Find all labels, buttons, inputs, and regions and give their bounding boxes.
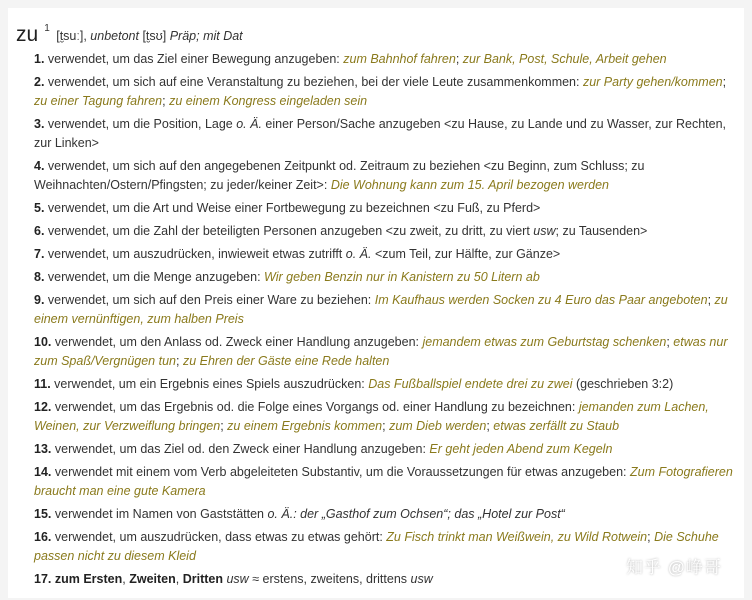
sense-14 bbox=[34, 463, 740, 501]
sense-number: 6. bbox=[34, 224, 45, 238]
sense-10 bbox=[34, 333, 740, 371]
example: zu einer Tagung fahren bbox=[34, 94, 163, 108]
example: Zum Fotografieren braucht man eine gute Kamera bbox=[34, 465, 733, 498]
sense-text: verwendet, um das Ziel einer Bewegung anzugeben: bbox=[47, 52, 344, 66]
example: zum Bahnhof fahren bbox=[343, 52, 456, 66]
sense-text: ≈ erstens, zweitens, drittens bbox=[248, 572, 411, 586]
example: jemandem etwas zum Geburtstag schenken bbox=[422, 335, 667, 349]
dictionary-card bbox=[8, 8, 744, 598]
example: zur Bank, Post, Schule, Arbeit gehen bbox=[462, 52, 667, 66]
sense-list bbox=[34, 50, 740, 593]
sense-number: 16. bbox=[34, 530, 52, 544]
sense-text: verwendet, um die Menge anzugeben: bbox=[47, 270, 265, 284]
example-names: : der „Gasthof zum Ochsen“; das „Hotel zur Post“ bbox=[293, 507, 565, 521]
homonym-number: 1 bbox=[44, 23, 50, 34]
sense-number: 10. bbox=[34, 335, 52, 349]
separator: ; bbox=[486, 419, 494, 433]
grammar-info: Präp; mit Dat bbox=[169, 29, 243, 43]
lemma: zu bbox=[16, 23, 39, 46]
pronunciation: [t̮suː], bbox=[56, 29, 87, 43]
separator: ; bbox=[722, 75, 727, 89]
example: zu einem vernünftigen, zum halben Preis bbox=[34, 293, 728, 326]
separator: ; bbox=[176, 354, 183, 368]
sense-number: 12. bbox=[34, 400, 52, 414]
example: zur Party gehen/kommen bbox=[582, 75, 723, 89]
separator: , bbox=[175, 572, 183, 586]
sense-11 bbox=[34, 375, 740, 394]
sense-number: 5. bbox=[34, 201, 45, 215]
watermark: 知乎 @峥哥 bbox=[626, 558, 722, 577]
entry-header bbox=[16, 18, 243, 47]
sense-number: 1. bbox=[34, 52, 45, 66]
example: etwas nur zum Spaß/Vergnügen tun bbox=[34, 335, 728, 368]
sense-8 bbox=[34, 268, 740, 287]
example: jemanden zum Lachen, Weinen, zur Verzweiflung bringen bbox=[34, 400, 709, 433]
example: Zu Fisch trinkt man Weißwein, zu Wild Rotwein bbox=[386, 530, 648, 544]
sense-3 bbox=[34, 115, 740, 153]
sense-1 bbox=[34, 50, 740, 69]
sense-number: 8. bbox=[34, 270, 45, 284]
sense-4 bbox=[34, 157, 740, 195]
sense-number: 15. bbox=[34, 507, 52, 521]
sense-text: <zum Teil, zur Hälfte, zur Gänze> bbox=[371, 247, 561, 261]
sense-text: verwendet, um den Anlass od. Zweck einer Handlung anzugeben: bbox=[54, 335, 423, 349]
sense-5 bbox=[34, 199, 740, 218]
unstressed-label: unbetont bbox=[90, 29, 139, 43]
sense-text: verwendet, um sich auf den Preis einer Ware zu beziehen: bbox=[47, 293, 375, 307]
sense-text: verwendet im Namen von Gaststätten bbox=[54, 507, 268, 521]
abbreviation: usw bbox=[226, 572, 249, 586]
example: Wir geben Benzin nur in Kanistern zu 50 Litern ab bbox=[264, 270, 540, 284]
example: zu Ehren der Gäste eine Rede halten bbox=[182, 354, 390, 368]
example: zu einem Ergebnis kommen bbox=[227, 419, 383, 433]
sense-text: verwendet, um sich auf den angegebenen Zeitpunkt od. Zeitraum zu beziehen <zu Beginn, zum Schluss; zu Weihnachten/Ostern/Pfingsten; zu jeder/keiner Zeit>: bbox=[34, 159, 645, 192]
separator: ; bbox=[162, 94, 170, 108]
abbreviation: usw bbox=[410, 572, 433, 586]
sense-text: verwendet, um das Ziel od. den Zweck einer Handlung anzugeben: bbox=[54, 442, 430, 456]
sense-text: verwendet, um auszudrücken, dass etwas zu etwas gehört: bbox=[54, 530, 387, 544]
abbreviation: usw bbox=[533, 224, 556, 238]
sense-15 bbox=[34, 505, 740, 524]
sense-text: verwendet, um die Art und Weise einer Fortbewegung zu bezeichnen <zu Fuß, zu Pferd> bbox=[47, 201, 541, 215]
sense-number: 17. bbox=[34, 572, 52, 586]
example: etwas zerfällt zu Staub bbox=[493, 419, 620, 433]
abbreviation: o. Ä. bbox=[345, 247, 372, 261]
sense-text: ; zu Tausenden> bbox=[555, 224, 648, 238]
example: zu einem Kongress eingeladen sein bbox=[169, 94, 368, 108]
sense-number: 3. bbox=[34, 117, 45, 131]
idiom-phrase: zum Ersten bbox=[54, 572, 123, 586]
sense-text: verwendet, um das Ergebnis od. die Folge eines Vorgangs od. einer Handlung zu bezeichnen: bbox=[54, 400, 579, 414]
sense-2 bbox=[34, 73, 740, 111]
sense-text: verwendet mit einem vom Verb abgeleiteten Substantiv, um die Voraussetzungen für etwas anzugeben: bbox=[54, 465, 630, 479]
sense-text: verwendet, um die Position, Lage bbox=[47, 117, 237, 131]
sense-number: 14. bbox=[34, 465, 52, 479]
example: Er geht jeden Abend zum Kegeln bbox=[429, 442, 613, 456]
sense-number: 7. bbox=[34, 247, 45, 261]
idiom-phrase: Dritten bbox=[182, 572, 223, 586]
separator: ; bbox=[707, 293, 715, 307]
idiom-phrase: Zweiten bbox=[129, 572, 176, 586]
example: Die Wohnung kann zum 15. April bezogen werden bbox=[330, 178, 609, 192]
example: Das Fußballspiel endete drei zu zwei bbox=[368, 377, 573, 391]
separator: ; bbox=[382, 419, 390, 433]
sense-13 bbox=[34, 440, 740, 459]
separator: ; bbox=[220, 419, 228, 433]
sense-number: 4. bbox=[34, 159, 45, 173]
unstressed-pronunciation: [t̮sʊ] bbox=[142, 29, 167, 43]
sense-number: 2. bbox=[34, 75, 45, 89]
example: Die Schuhe passen nicht zu diesem Kleid bbox=[34, 530, 719, 563]
sense-text: verwendet, um die Zahl der beteiligten Personen anzugeben <zu zweit, zu dritt, zu viert bbox=[47, 224, 534, 238]
sense-12 bbox=[34, 398, 740, 436]
separator: ; bbox=[455, 52, 463, 66]
sense-text: verwendet, um sich auf eine Veranstaltung zu beziehen, bei der viele Leute zusammenkommen: bbox=[47, 75, 583, 89]
sense-number: 13. bbox=[34, 442, 52, 456]
separator: ; bbox=[647, 530, 655, 544]
example: Im Kaufhaus werden Socken zu 4 Euro das Paar angeboten bbox=[374, 293, 708, 307]
sense-6 bbox=[34, 222, 740, 241]
sense-text: verwendet, um auszudrücken, inwieweit etwas zutrifft bbox=[47, 247, 346, 261]
sense-number: 11. bbox=[34, 377, 51, 391]
sense-7 bbox=[34, 245, 740, 264]
separator: , bbox=[122, 572, 130, 586]
abbreviation: o. Ä. bbox=[267, 507, 294, 521]
sense-text: verwendet, um ein Ergebnis eines Spiels auszudrücken: bbox=[54, 377, 369, 391]
sense-text: (geschrieben 3:2) bbox=[572, 377, 674, 391]
sense-9 bbox=[34, 291, 740, 329]
abbreviation: o. Ä. bbox=[236, 117, 262, 131]
sense-text: einer Person/Sache anzugeben <zu Hause, zu Lande und zu Wasser, zur Rechten, zur Linken> bbox=[34, 117, 727, 150]
separator: ; bbox=[666, 335, 674, 349]
sense-number: 9. bbox=[34, 293, 45, 307]
example: zum Dieb werden bbox=[389, 419, 487, 433]
